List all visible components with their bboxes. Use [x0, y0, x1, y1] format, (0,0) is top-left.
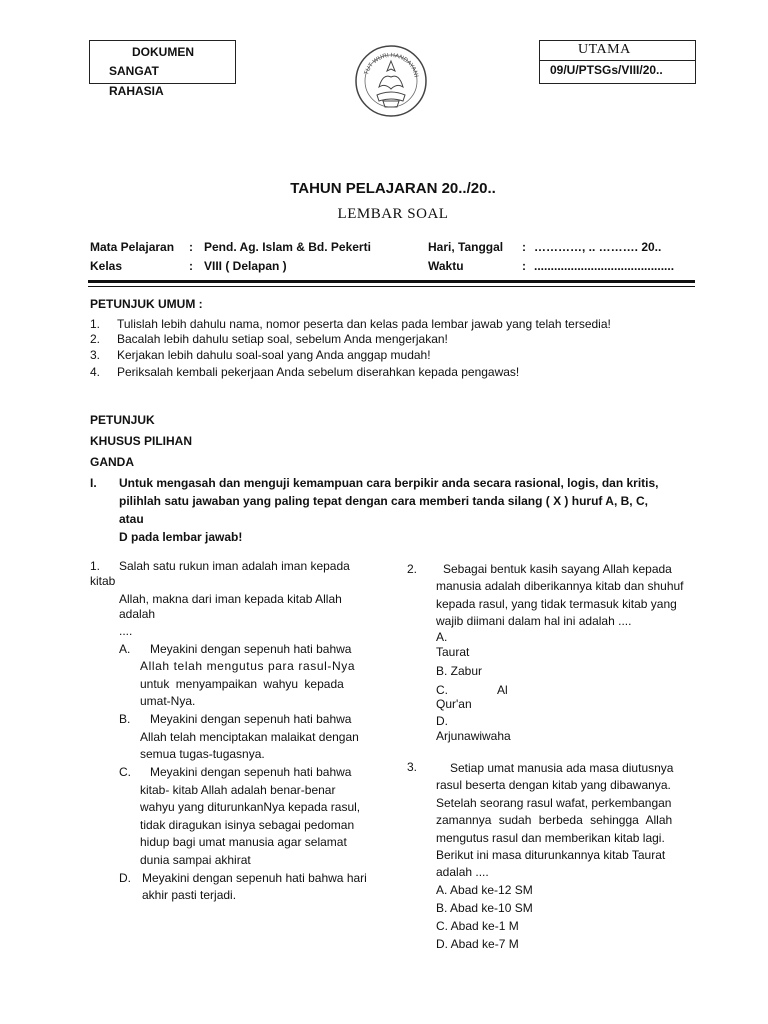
- kelas-colon: :: [189, 259, 193, 273]
- item-text: Tulislah lebih dahulu nama, nomor peserta dan kelas pada lembar jawab yang telah tersedia!: [117, 317, 611, 331]
- item-number: 1.: [90, 317, 101, 331]
- hari-value: …………, .. ………. 20..: [534, 240, 662, 254]
- q1-option-d-letter: D.: [119, 871, 131, 885]
- waktu-value: ..........................................: [534, 259, 675, 273]
- q1-option-b-line: semua tugas-tugasnya.: [140, 747, 265, 761]
- item-number: 3.: [90, 348, 101, 362]
- q3-stem-line: Berikut ini masa diturunkannya kitab Taurat: [436, 848, 666, 862]
- q2-stem-line: wajib diimani dalam hal ini adalah ....: [436, 614, 632, 628]
- q3-stem-line: adalah ....: [436, 865, 489, 879]
- q1-option-a-line: Meyakini dengan sepenuh hati bahwa: [150, 642, 352, 656]
- kelas-value: VIII ( Delapan ): [204, 259, 287, 273]
- instruction-line: D pada lembar jawab!: [119, 530, 243, 544]
- q1-option-b-letter: B.: [119, 712, 131, 726]
- q3-stem-line: Setelah seorang rasul wafat, perkembangan: [436, 796, 672, 810]
- q3-stem-line: zamannya sudah berbeda sehingga Allah: [436, 813, 673, 827]
- q2-option-c-letter: C.: [436, 683, 448, 697]
- logo-motto-text: TUT WURI HANDAYANI: [363, 52, 419, 78]
- q3-number: 3.: [407, 760, 418, 774]
- q1-option-c-line: tidak diragukan isinya sebagai pedoman: [140, 818, 355, 832]
- page-subtitle: LEMBAR SOAL: [337, 206, 449, 222]
- q1-option-d-line: Meyakini dengan sepenuh hati bahwa hari: [142, 871, 367, 885]
- q2-option-b: B. Zabur: [436, 664, 483, 678]
- q3-stem-line: rasul beserta dengan kitab yang dibawanya.: [436, 778, 671, 792]
- q1-option-d-line: akhir pasti terjadi.: [142, 888, 237, 902]
- document-code: 09/U/PTSGs/VIII/20..: [550, 63, 663, 77]
- q1-stem-line: Allah, makna dari iman kepada kitab Allah: [119, 592, 342, 606]
- utama-label: UTAMA: [578, 42, 631, 57]
- q2-option-a-letter: A.: [436, 630, 448, 644]
- utama-divider: [540, 60, 695, 61]
- q1-option-a-line: Allah telah mengutus para rasul-Nya: [140, 659, 356, 673]
- q2-option-c-al: Al: [497, 683, 508, 697]
- petunjuk-umum-item: [90, 317, 611, 331]
- q1-option-c-line: hidup bagi umat manusia agar selamat: [140, 835, 347, 849]
- q1-option-b-line: Allah telah menciptakan malaikat dengan: [140, 730, 359, 744]
- petunjuk-umum-item: [90, 365, 519, 379]
- q1-option-c-line: Meyakini dengan sepenuh hati bahwa: [150, 765, 352, 779]
- q1-option-b-line: Meyakini dengan sepenuh hati bahwa: [150, 712, 352, 726]
- q3-option-c: C. Abad ke-1 M: [436, 919, 519, 933]
- page-title: TAHUN PELAJARAN 20../20..: [290, 180, 496, 197]
- item-number: 2.: [90, 332, 101, 346]
- petunjuk-umum-item: [90, 332, 448, 346]
- petunjuk-khusus-line-1: PETUNJUK: [90, 413, 155, 427]
- q1-option-c-letter: C.: [119, 765, 131, 779]
- header-divider-thin: [88, 286, 695, 287]
- q2-stem-line: Sebagai bentuk kasih sayang Allah kepada: [443, 562, 672, 576]
- q3-option-a: A. Abad ke-12 SM: [436, 883, 533, 897]
- q1-option-c-line: kitab- kitab Allah adalah benar-benar: [140, 783, 336, 797]
- q2-option-c-text: Qur'an: [436, 697, 472, 711]
- item-text: Kerjakan lebih dahulu soal-soal yang Anda anggap mudah!: [117, 348, 431, 362]
- q2-stem-line: kepada rasul, yang tidak termasuk kitab yang: [436, 597, 677, 611]
- q1-stem-line: kitab: [90, 574, 116, 588]
- q1-number: 1.: [90, 559, 101, 573]
- item-number: 4.: [90, 365, 101, 379]
- item-text: Bacalah lebih dahulu setiap soal, sebelum Anda mengerjakan!: [117, 332, 448, 346]
- mapel-colon: :: [189, 240, 193, 254]
- petunjuk-khusus-line-3: GANDA: [90, 455, 134, 469]
- mapel-label: Mata Pelajaran: [90, 240, 175, 254]
- header-divider-thick: [88, 280, 695, 283]
- hari-label: Hari, Tanggal: [428, 240, 504, 254]
- hari-colon: :: [522, 240, 526, 254]
- waktu-colon: :: [522, 259, 526, 273]
- q3-stem-line: Setiap umat manusia ada masa diutusnya: [450, 761, 674, 775]
- q2-stem-line: manusia adalah diberikannya kitab dan shuhuf: [436, 579, 684, 593]
- q1-option-c-line: wahyu yang diturunkanNya kepada rasul,: [140, 800, 361, 814]
- sangat-label: SANGAT: [109, 64, 159, 78]
- tut-wuri-handayani-logo: [353, 43, 429, 119]
- instruction-line: atau: [119, 512, 144, 526]
- section-number: I.: [90, 476, 97, 490]
- q2-option-d-letter: D.: [436, 714, 448, 728]
- q1-option-a-letter: A.: [119, 642, 131, 656]
- q1-stem-line: adalah: [119, 607, 156, 621]
- q1-stem-line: Salah satu rukun iman adalah iman kepada: [119, 559, 350, 573]
- item-text: Periksalah kembali pekerjaan Anda sebelum diserahkan kepada pengawas!: [117, 365, 520, 379]
- mapel-value: Pend. Ag. Islam & Bd. Pekerti: [204, 240, 371, 254]
- q3-option-d: D. Abad ke-7 M: [436, 937, 519, 951]
- svg-text:TUT WURI HANDAYANI: [364, 53, 419, 78]
- instruction-line: pilihlah satu jawaban yang paling tepat dengan cara memberi tanda silang ( X ) huruf A, B, C,: [119, 494, 648, 508]
- petunjuk-umum-heading: PETUNJUK UMUM :: [90, 297, 203, 311]
- q2-option-d-text: Arjunawiwaha: [436, 729, 511, 743]
- q1-option-a-line: untuk menyampaikan wahyu kepada: [140, 677, 344, 691]
- rahasia-label: RAHASIA: [109, 84, 164, 98]
- dokumen-label: DOKUMEN: [132, 45, 194, 59]
- q2-option-a-text: Taurat: [436, 645, 470, 659]
- q3-option-b: B. Abad ke-10 SM: [436, 901, 533, 915]
- q3-stem-line: mengutus rasul dan memberikan kitab lagi.: [436, 831, 665, 845]
- q1-stem-line: ....: [119, 624, 133, 638]
- waktu-label: Waktu: [428, 259, 464, 273]
- instruction-line: Untuk mengasah dan menguji kemampuan cara berpikir anda secara rasional, logis, dan kritis,: [119, 476, 659, 490]
- q1-option-c-line: dunia sampai akhirat: [140, 853, 251, 867]
- q2-number: 2.: [407, 562, 418, 576]
- q1-option-a-line: umat-Nya.: [140, 694, 196, 708]
- petunjuk-khusus-line-2: KHUSUS PILIHAN: [90, 434, 193, 448]
- petunjuk-umum-item: [90, 348, 431, 362]
- kelas-label: Kelas: [90, 259, 123, 273]
